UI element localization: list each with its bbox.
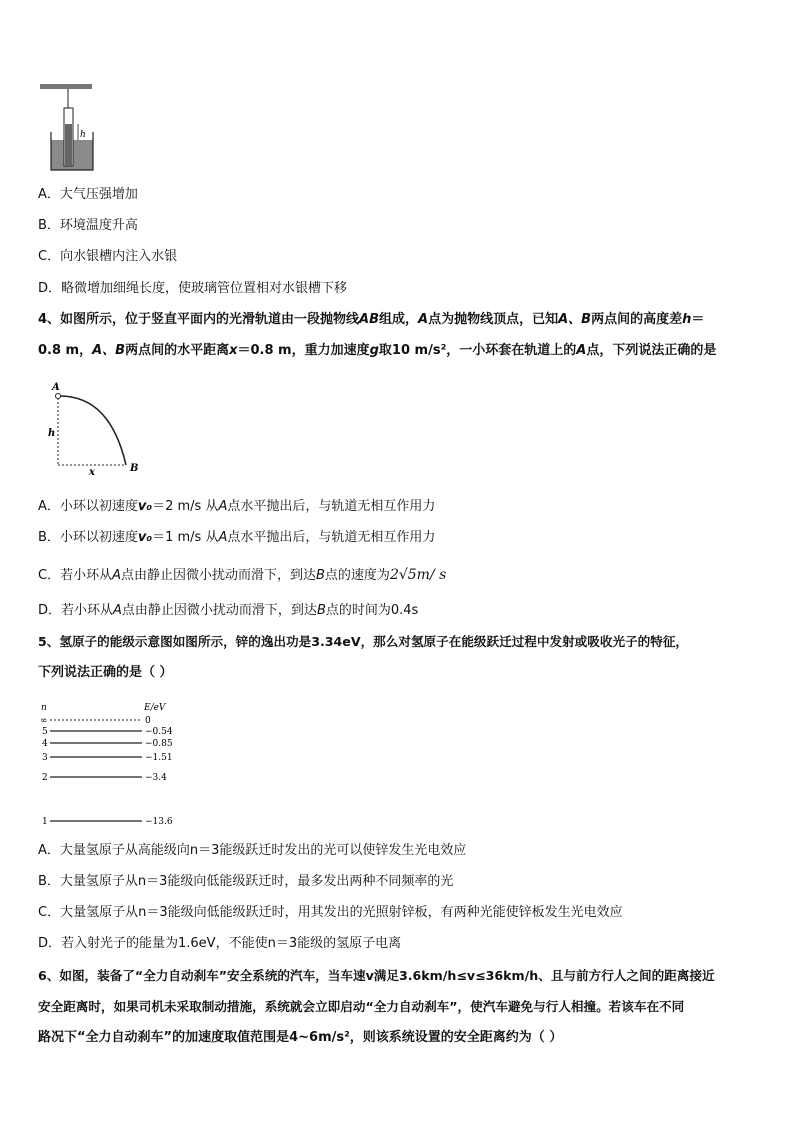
mercury-column (65, 124, 72, 166)
level-label-e: −3.4 (145, 773, 167, 783)
q6-stem-line3: 路况下“全力自动刹车”的加速度取值范围是4~6m/s²，则该系统设置的安全距离约为（ ） (38, 1030, 563, 1045)
velocity-expression: 2√5m/ s (389, 567, 447, 583)
q3-option-d[interactable]: D．略微增加细绳长度，使玻璃管位置相对水银槽下移 (38, 281, 348, 296)
q5-option-a[interactable]: A．大量氢原子从高能级向n＝3能级跃迁时发出的光可以使锌发生光电效应 (38, 843, 467, 858)
q5-energy-level-figure (38, 700, 188, 830)
level-label-n: 2 (42, 773, 48, 783)
q6-stem-line2: 安全距离时，如果司机未采取制动措施，系统就会立即启动“全力自动刹车”，使汽车避免与行人相撞。若该车在不同 (38, 999, 685, 1014)
level-label-n: 3 (42, 753, 48, 763)
q4-stem-line1: 4、如图所示，位于竖直平面内的光滑轨道由一段抛物线AB组成，A点为抛物线顶点，已知A、B两点间的高度差h＝ (38, 312, 705, 327)
q4-option-d[interactable]: D．若小环从A点由静止因微小扰动而滑下，到达B点的时间为0.4s (38, 603, 419, 618)
label-a: A (52, 382, 60, 393)
label-h: h (48, 428, 56, 439)
level-label-n: 4 (42, 739, 48, 749)
q4-stem-line2: 0.8 m，A、B两点间的水平距离x＝0.8 m，重力加速度g取10 m/s²，一小环套在轨道上的A点，下列说法正确的是 (38, 343, 717, 358)
level-label-n: ∞ (40, 716, 48, 726)
q3-option-a[interactable]: A．大气压强增加 (38, 187, 138, 202)
q5-option-d[interactable]: D．若入射光子的能量为1.6eV，不能使n＝3能级的氢原子电离 (38, 936, 402, 951)
ring-at-a (56, 394, 61, 399)
level-label-n: 5 (42, 727, 48, 737)
q3-option-b[interactable]: B．环境温度升高 (38, 218, 138, 233)
q4-option-a[interactable]: A．小环以初速度v₀＝2 m/s 从A点水平抛出后，与轨道无相互作用力 (38, 499, 436, 514)
level-label-e: 0 (145, 716, 151, 726)
level-label-e: −0.85 (145, 739, 173, 749)
q5-stem-line1: 5、氢原子的能级示意图如图所示，锌的逸出功是3.34eV，那么对氢原子在能级跃迁过程中发射或吸收光子的特征， (38, 634, 689, 649)
header-n: n (41, 703, 47, 713)
q5-option-b[interactable]: B．大量氢原子从n＝3能级向低能级跃迁时，最多发出两种不同频率的光 (38, 874, 454, 889)
level-label-n: 1 (42, 817, 48, 827)
q5-stem-line2: 下列说法正确的是（ ） (38, 665, 173, 680)
level-label-e: −13.6 (145, 817, 173, 827)
label-x: x (89, 467, 95, 476)
header-e: E/eV (144, 703, 166, 713)
q5-option-c[interactable]: C．大量氢原子从n＝3能级向低能级跃迁时，用其发出的光照射锌板，有两种光能使锌板发生光电效应 (38, 905, 623, 920)
q6-stem-line1: 6、如图，装备了“全力自动刹车”安全系统的汽车，当车速v满足3.6km/h≤v≤36km/h、且与前方行人之间的距离接近 (38, 968, 715, 983)
q4-option-b[interactable]: B．小环以初速度v₀＝1 m/s 从A点水平抛出后，与轨道无相互作用力 (38, 530, 436, 545)
level-label-e: −1.51 (145, 753, 173, 763)
level-label-e: −0.54 (145, 727, 173, 737)
q3-option-c[interactable]: C．向水银槽内注入水银 (38, 249, 178, 264)
q4-option-c[interactable]: C．若小环从A点由静止因微小扰动而滑下，到达B点的速度为2√5m/ s (38, 567, 447, 583)
ceiling-hatch (40, 84, 92, 89)
label-b: B (130, 463, 139, 474)
parabola-track (60, 396, 126, 465)
q3-tube-figure (40, 84, 100, 176)
label-h: h (80, 130, 86, 140)
q4-track-figure (40, 376, 150, 476)
